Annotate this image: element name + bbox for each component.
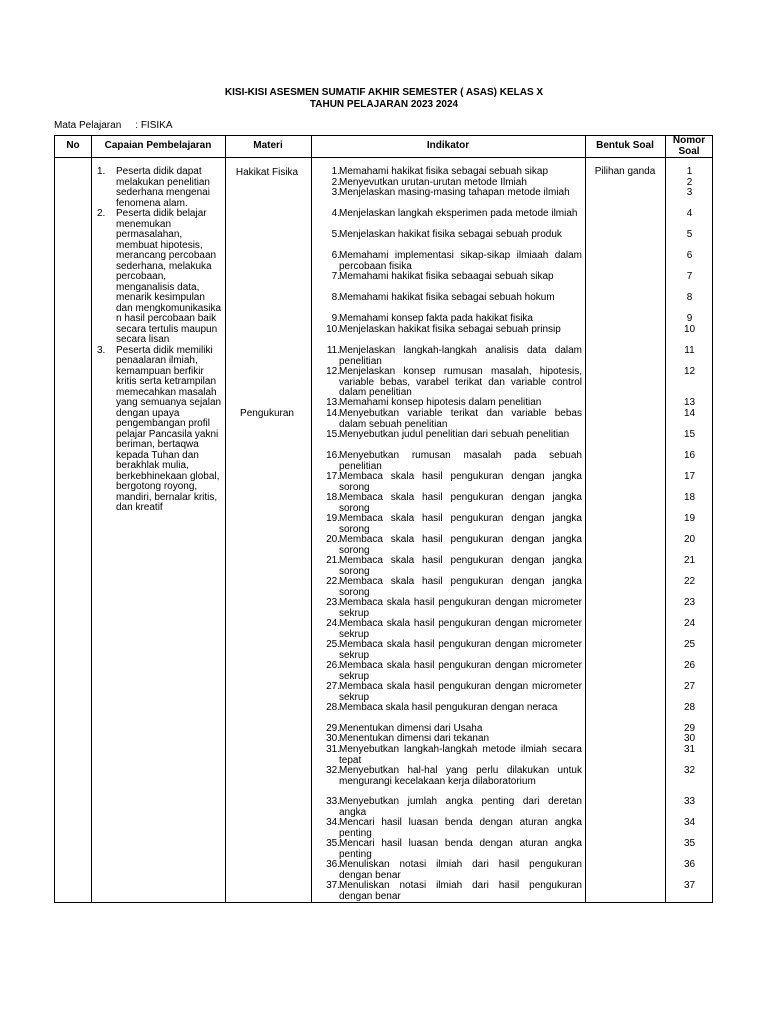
- col-header-materi: Materi: [253, 140, 283, 152]
- indikator-text: Menyebutkan hal-hal yang perlu dilakukan untuk mengurangi kecelakaan kerja dilaboratorium: [339, 765, 582, 787]
- indikator-row: [318, 367, 582, 399]
- indikator-row: [318, 535, 582, 556]
- indikator-number: 35.: [326, 838, 340, 849]
- indikator-number: 37.: [326, 880, 340, 891]
- indikator-text: Menyebutkan variable terikat dan variable bebas dalam sebuah penelitian: [339, 408, 582, 430]
- indikator-row: [318, 451, 582, 472]
- indikator-row: [318, 167, 582, 178]
- indikator-number: 32.: [326, 765, 340, 776]
- nomor-soal: 14: [683, 408, 696, 419]
- capaian-text: Peserta didik belajar menemukan permasalahan, membuat hipotesis, merancang percobaan sederhana, melakuka percobaan, menganalisis data, menarik kesimpulan dan mengkomunikasika n hasil percobaan baik secara tertulis maupun secara lisan: [116, 208, 222, 345]
- column-divider: [311, 136, 312, 902]
- nomor-soal: 33: [683, 796, 696, 807]
- indikator-text: Memahami konsep hipotesis dalam penelitian: [339, 397, 542, 408]
- indikator-text: Memahami implementasi sikap-sikap ilmiaah dalam percobaan fisika: [339, 250, 582, 272]
- table-header: [55, 136, 712, 158]
- capaian-number: 1.: [97, 166, 106, 177]
- indikator-row: [318, 251, 582, 272]
- indikator-row: [318, 314, 582, 325]
- subject-line: [54, 120, 173, 131]
- title-line-2: TAHUN PELAJARAN 2023 2024: [309, 98, 459, 110]
- capaian-number: 3.: [97, 344, 106, 356]
- indikator-text: Menyebutkan rumusan masalah pada sebuah penelitian: [339, 450, 582, 472]
- indikator-row: [318, 745, 582, 766]
- indikator-row: [318, 797, 582, 818]
- nomor-soal: 18: [683, 492, 696, 503]
- indikator-row: [318, 325, 582, 336]
- indikator-number: 5.: [331, 229, 340, 240]
- indikator-row: [318, 682, 582, 703]
- indikator-number: 29.: [326, 723, 340, 734]
- capaian-item: [97, 209, 225, 346]
- indikator-number: 14.: [326, 408, 340, 419]
- nomor-soal: 1: [686, 166, 693, 177]
- nomor-soal: 24: [683, 618, 696, 629]
- nomor-soal: 30: [683, 733, 696, 744]
- nomor-soal: 29: [683, 723, 696, 734]
- indikator-text: Menjelaskan langkah eksperimen pada metode ilmiah: [339, 208, 578, 219]
- nomor-soal: 16: [683, 450, 696, 461]
- indikator-text: Membaca skala hasil pengukuran dengan jangka sorong: [339, 492, 582, 514]
- indikator-text: Memahami hakikat fisika sebaagai sebuah sikap: [339, 271, 554, 282]
- indikator-number: 23.: [326, 597, 340, 608]
- indikator-number: 7.: [331, 271, 340, 282]
- indikator-text: Menentukan dimensi dari tekanan: [339, 733, 490, 744]
- nomor-soal: 31: [683, 744, 696, 755]
- nomor-soal: 21: [683, 555, 696, 566]
- indikator-row: [318, 398, 582, 409]
- indikator-number: 10.: [326, 324, 340, 335]
- indikator-row: [318, 818, 582, 839]
- indikator-row: [318, 661, 582, 682]
- indikator-text: Menjelaskan langkah-langkah analisis data dalam penelitian: [339, 345, 582, 367]
- indikator-number: 19.: [326, 513, 340, 524]
- indikator-number: 36.: [326, 859, 340, 870]
- indikator-row: [318, 734, 582, 745]
- indikator-text: Menyevutkan urutan-urutan metode Ilmiah: [339, 177, 527, 188]
- col-header-indikator: Indikator: [426, 140, 470, 152]
- nomor-soal: 19: [683, 513, 696, 524]
- indikator-number: 6.: [331, 250, 340, 261]
- indikator-number: 30.: [326, 733, 340, 744]
- indikator-row: [318, 766, 582, 787]
- subject-label: Mata Pelajaran: [54, 120, 122, 131]
- indikator-number: 18.: [326, 492, 340, 503]
- nomor-soal: 8: [686, 292, 693, 303]
- subject-value: : FISIKA: [135, 120, 173, 131]
- nomor-soal: 7: [686, 271, 693, 282]
- kisi-kisi-table: [54, 135, 713, 903]
- indikator-number: 4.: [331, 208, 340, 219]
- indikator-number: 12.: [326, 366, 340, 377]
- nomor-soal: 36: [683, 859, 696, 870]
- nomor-soal: 17: [683, 471, 696, 482]
- indikator-text: Memahami hakikat fisika sebagai sebuah sikap: [339, 166, 548, 177]
- indikator-text: Membaca skala hasil pengukuran dengan micrometer sekrup: [339, 639, 582, 661]
- indikator-row: [318, 493, 582, 514]
- nomor-soal: 12: [683, 366, 696, 377]
- indikator-row: [318, 598, 582, 619]
- indikator-text: Menyebutkan jumlah angka penting dari deretan angka: [339, 796, 582, 818]
- indikator-row: [318, 293, 582, 304]
- indikator-number: 28.: [326, 702, 340, 713]
- indikator-row: [318, 230, 582, 241]
- indikator-row: [318, 209, 582, 220]
- column-divider: [585, 136, 586, 902]
- nomor-soal: 32: [683, 765, 696, 776]
- indikator-number: 1.: [331, 166, 340, 177]
- indikator-text: Menjelaskan hakikat fisika sebagai sebuah prinsip: [339, 324, 561, 335]
- nomor-soal: 9: [686, 313, 693, 324]
- indikator-row: [318, 272, 582, 283]
- indikator-text: Memahami konsep fakta pada hakikat fisika: [339, 313, 533, 324]
- indikator-text: Menuliskan notasi ilmiah dari hasil pengukuran dengan benar: [339, 859, 582, 881]
- indikator-number: 15.: [326, 429, 340, 440]
- indikator-row: [318, 860, 582, 881]
- nomor-soal: 35: [683, 838, 696, 849]
- indikator-text: Membaca skala hasil pengukuran dengan jangka sorong: [339, 534, 582, 556]
- indikator-row: [318, 640, 582, 661]
- nomor-soal: 27: [683, 681, 696, 692]
- indikator-text: Menuliskan notasi ilmiah dari hasil pengukuran dengan benar: [339, 880, 582, 902]
- indikator-row: [318, 430, 582, 441]
- indikator-number: 3.: [331, 187, 340, 198]
- nomor-soal: 34: [683, 817, 696, 828]
- nomor-soal: 37: [683, 880, 696, 891]
- indikator-number: 16.: [326, 450, 340, 461]
- indikator-number: 25.: [326, 639, 340, 650]
- indikator-text: Membaca skala hasil pengukuran dengan jangka sorong: [339, 555, 582, 577]
- document-title: [0, 87, 768, 110]
- nomor-soal: 4: [686, 208, 693, 219]
- indikator-row: [318, 577, 582, 598]
- indikator-number: 22.: [326, 576, 340, 587]
- capaian-text: Peserta didik memiliki penaalaran ilmiah, kemampuan berfikir kritis serta ketrampilan memecahkan masalah yang semuanya sejalan dengan upaya pengembangan profil pelajar Pancasila yakni beriman, bertaqwa kepada Tuhan dan berakhlak mulia, berkebhinekaan global, bergotong royong, mandiri, bernalar kritis, dan kreatif: [116, 344, 222, 513]
- indikator-text: Membaca skala hasil pengukuran dengan micrometer sekrup: [339, 660, 582, 682]
- indikator-text: Membaca skala hasil pengukuran dengan neraca: [339, 702, 558, 713]
- nomor-soal: 13: [683, 397, 696, 408]
- nomor-soal: 10: [683, 324, 696, 335]
- indikator-row: [318, 619, 582, 640]
- capaian-text: Peserta didik dapat melakukan penelitian sederhana mengenai fenomena alam.: [116, 166, 210, 209]
- indikator-text: Mencari hasil luasan benda dengan aturan angka penting: [339, 838, 582, 860]
- col-header-capaian: Capaian Pembelajaran: [104, 140, 212, 152]
- indikator-row: [318, 703, 582, 714]
- capaian-list: [97, 167, 225, 514]
- nomor-soal: 28: [683, 702, 696, 713]
- indikator-number: 21.: [326, 555, 340, 566]
- indikator-text: Membaca skala hasil pengukuran dengan jangka sorong: [339, 471, 582, 493]
- capaian-item: [97, 167, 225, 209]
- indikator-number: 34.: [326, 817, 340, 828]
- indikator-text: Membaca skala hasil pengukuran dengan micrometer sekrup: [339, 618, 582, 640]
- col-header-nomor: Nomor Soal: [672, 135, 706, 157]
- indikator-number: 26.: [326, 660, 340, 671]
- indikator-row: [318, 556, 582, 577]
- indikator-text: Mencari hasil luasan benda dengan aturan angka penting: [339, 817, 582, 839]
- indikator-number: 17.: [326, 471, 340, 482]
- indikator-row: [318, 188, 582, 199]
- indikator-number: 11.: [326, 345, 340, 356]
- col-header-bentuk: Bentuk Soal: [596, 140, 654, 152]
- nomor-soal: 5: [686, 229, 693, 240]
- indikator-number: 20.: [326, 534, 340, 545]
- col-header-no: No: [66, 140, 80, 152]
- indikator-row: [318, 514, 582, 535]
- indikator-text: Menjelaskan hakikat fisika sebagai sebuah produk: [339, 229, 562, 240]
- nomor-soal: 11: [684, 345, 695, 356]
- indikator-row: [318, 472, 582, 493]
- nomor-soal: 3: [686, 187, 693, 198]
- indikator-number: 31.: [326, 744, 340, 755]
- indikator-text: Membaca skala hasil pengukuran dengan micrometer sekrup: [339, 597, 582, 619]
- indikator-number: 27.: [326, 681, 340, 692]
- indikator-number: 9.: [331, 313, 340, 324]
- materi-hakikat-fisika: Hakikat Fisika: [235, 167, 299, 178]
- indikator-text: Membaca skala hasil pengukuran dengan jangka sorong: [339, 576, 582, 598]
- indikator-text: Menyebutkan judul penelitian dari sebuah penelitian: [339, 429, 570, 440]
- indikator-text: Menjelaskan masing-masing tahapan metode ilmiah: [339, 187, 570, 198]
- indikator-number: 33.: [326, 796, 340, 807]
- nomor-soal: 26: [683, 660, 696, 671]
- nomor-soal: 23: [683, 597, 696, 608]
- title-line-1: KISI-KISI ASESMEN SUMATIF AKHIR SEMESTER ( ASAS) KELAS X: [224, 87, 544, 98]
- indikator-row: [318, 346, 582, 367]
- nomor-soal: 20: [683, 534, 696, 545]
- nomor-soal: 2: [686, 177, 693, 188]
- indikator-number: 13.: [326, 397, 340, 408]
- indikator-text: Membaca skala hasil pengukuran dengan jangka sorong: [339, 513, 582, 535]
- bentuk-soal: Pilihan ganda: [594, 166, 656, 177]
- indikator-row: [318, 881, 582, 902]
- indikator-number: 8.: [331, 292, 340, 303]
- indikator-text: Membaca skala hasil pengukuran dengan micrometer sekrup: [339, 681, 582, 703]
- nomor-soal: 6: [686, 250, 693, 261]
- indikator-text: Menjelaskan konsep rumusan masalah, hipotesis, variable bebas, varabel terikat dan variable control dalam penelitian: [339, 366, 582, 398]
- column-divider: [225, 136, 226, 902]
- materi-pengukuran: Pengukuran: [240, 408, 294, 419]
- nomor-soal: 22: [683, 576, 696, 587]
- indikator-row: [318, 409, 582, 430]
- column-divider: [91, 136, 92, 902]
- capaian-number: 2.: [97, 208, 106, 219]
- nomor-soal: 25: [683, 639, 696, 650]
- capaian-item: [97, 346, 225, 514]
- indikator-number: 24.: [326, 618, 340, 629]
- indikator-text: Menentukan dimensi dari Usaha: [339, 723, 483, 734]
- indikator-text: Menyebutkan langkah-langkah metode ilmiah secara tepat: [339, 744, 582, 766]
- nomor-soal: 15: [683, 429, 696, 440]
- indikator-row: [318, 839, 582, 860]
- indikator-number: 2.: [331, 177, 340, 188]
- indikator-text: Memahami hakikat fisika sebagai sebuah hokum: [339, 292, 555, 303]
